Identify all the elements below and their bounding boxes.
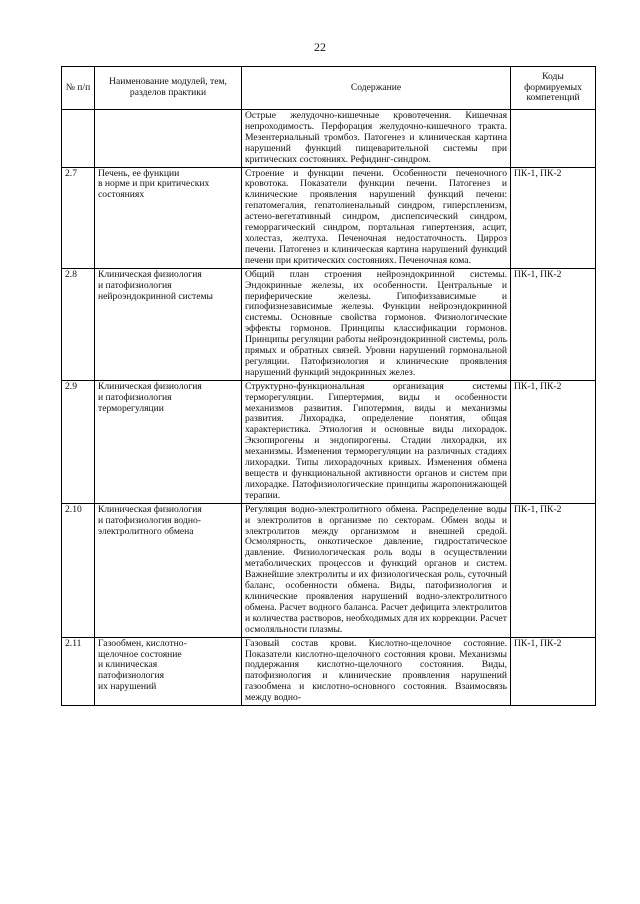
row-codes: [511, 110, 596, 168]
row-num: 2.11: [62, 637, 95, 705]
row-name: Клиническая физиология и патофизиология нейроэндокринной системы: [95, 268, 242, 380]
table-header-row: [62, 67, 596, 110]
row-codes: ПК-1, ПК-2: [511, 637, 596, 705]
row-content: Строение и функции печени. Особенности печеночного кровотока. Показатели функции печени. Патогенез и клинические проявления нарушений функций печени: гепатомегалия, гепатолиенальный синдром, гиперспленизм, астено-вегетативный синдром, диспепсический синдром, геморрагический синдром, портальная гипертензия, асцит, холестаз, желтуха. Печеночная недостаточность. Цирроз печени. Патогенез и клиническая картина нарушений функций печени при критических состояниях. Печеночная кома.: [242, 167, 511, 268]
table-row: [62, 110, 596, 168]
row-num: 2.8: [62, 268, 95, 380]
row-num: [62, 110, 95, 168]
curriculum-table: [61, 66, 596, 706]
row-name: Газообмен, кислотно- щелочное состояние и клиническая патофизиология их нарушений: [95, 637, 242, 705]
table-row: [62, 380, 596, 503]
table-row: [62, 503, 596, 637]
page-number: 22: [314, 40, 326, 54]
row-content: Структурно-функциональная организация системы терморегуляции. Гипертермия, виды и особенности механизмов развития. Гипотермия, виды и механизмы развития. Лихорадка, определение понятия, общая характеристика. Этиология и основные виды лихорадок. Экзопирогены и эндопирогены. Стадии лихорадки, их механизмы. Изменения терморегуляции на различных стадиях лихорадки. Типы лихорадочных кривых. Изменения обмена веществ и функциональной активности органов и систем при лихорадке. Патофизиологические принципы жаропонижающей терапии.: [242, 380, 511, 503]
header-codes: Коды формируемых компетенций: [511, 67, 596, 110]
row-name: Клиническая физиология и патофизиология водно- электролитного обмена: [95, 503, 242, 637]
row-name: Клиническая физиология и патофизиология терморегуляции: [95, 380, 242, 503]
row-content: Газовый состав крови. Кислотно-щелочное состояние. Показатели кислотно-щелочного состояния крови. Механизмы поддержания кислотно-щелочного состояния. Виды, патофизиология и клинические проявления нарушений газообмена и кислотно-основного состояния. Взаимосвязь между водно-: [242, 637, 511, 705]
row-codes: ПК-1, ПК-2: [511, 503, 596, 637]
header-num: № п/п: [62, 67, 95, 110]
row-codes: ПК-1, ПК-2: [511, 167, 596, 268]
header-content: Содержание: [242, 67, 511, 110]
table-row: [62, 268, 596, 380]
row-num: 2.9: [62, 380, 95, 503]
row-num: 2.7: [62, 167, 95, 268]
row-num: 2.10: [62, 503, 95, 637]
row-content: Общий план строения нейроэндокринной системы. Эндокринные железы, их особенности. Центральные и периферические железы. Гипофиззависимые и гипофизнезависимые железы. Функции нейроэндокринной системы. Основные свойства гормонов. Физиологические эффекты гормонов. Принципы классификации гормонов. Принципы регуляции работы нейроэндокринной системы, роль прямых и обратных связей. Уровни нарушений гормональной регуляции. Патофизиология и клинические проявления нарушений функций эндокринных желез.: [242, 268, 511, 380]
row-name: Печень, ее функции в норме и при критических состояниях: [95, 167, 242, 268]
header-name: Наименование модулей, тем, разделов практики: [95, 67, 242, 110]
table-row: [62, 637, 596, 705]
row-content: Регуляция водно-электролитного обмена. Распределение воды и электролитов в организме по секторам. Обмен воды и электролитов между организмом и внешней средой. Осмолярность, онкотическое давление, гидростатическое давление. Физиологическая роль воды в осуществлении метаболических процессов и функций органов и систем. Важнейшие электролиты и их физиологическая роль, суточный баланс, особенности обмена. Виды, патофизиология и клинические проявления нарушений водно-электролитного обмена. Расчет водного баланса. Расчет дефицита электролитов и количества растворов, необходимых для их коррекции. Расчет осмоляльности плазмы.: [242, 503, 511, 637]
row-content: Острые желудочно-кишечные кровотечения. Кишечная непроходимость. Перфорация желудочно-кишечного тракта. Мезентериальный тромбоз. Патогенез и клиническая картина нарушений функций пищеварительной системы при критических состояниях. Рефидинг-синдром.: [242, 110, 511, 168]
row-codes: ПК-1, ПК-2: [511, 380, 596, 503]
table-row: [62, 167, 596, 268]
row-name: [95, 110, 242, 168]
row-codes: ПК-1, ПК-2: [511, 268, 596, 380]
